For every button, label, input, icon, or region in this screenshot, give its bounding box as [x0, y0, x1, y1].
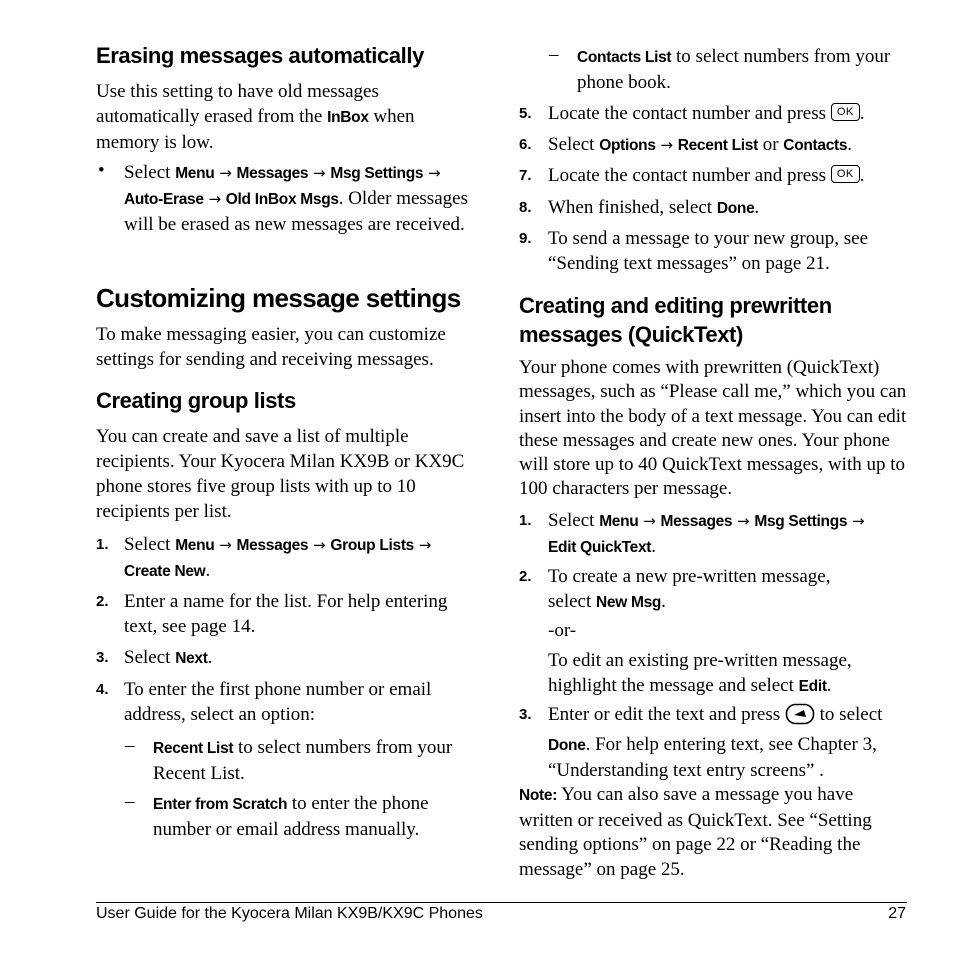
quick-step-1-number: 1. [519, 512, 532, 529]
step-9-text: To send a message to your new group, see “Sending text messages” on page 21. [548, 228, 869, 274]
quick-step-1-text: Select Menu → Messages → Msg Settings → Edit QuickText. [548, 510, 865, 557]
page-number: 27 [888, 905, 906, 922]
ok-key-icon: OK [831, 165, 860, 183]
quick-step-2-number: 2. [519, 568, 532, 585]
dash-icon: – [549, 44, 559, 65]
footer-divider [96, 902, 907, 903]
step-5-number: 5. [519, 105, 532, 122]
quick-step-3-number: 3. [519, 706, 532, 723]
quicktext-heading: Creating and editing prewritten messages (QuickText) [519, 293, 832, 347]
quick-step-2-edit-text: To edit an existing pre-written message, highlight the message and select Edit. [548, 650, 852, 696]
step-7-text: Locate the contact number and press OK . [548, 165, 865, 186]
group-lists-body: You can create and save a list of multiple recipients. Your Kyocera Milan KX9B or KX9C phone stores five group lists with up to 10 recipients per list. [96, 426, 465, 522]
or-separator: -or- [548, 620, 577, 641]
bullet-icon: • [98, 160, 105, 181]
customizing-heading: Customizing message settings [96, 283, 461, 313]
step-9-number: 9. [519, 230, 532, 247]
dash-icon: – [125, 791, 135, 812]
step-1-number: 1. [96, 536, 109, 553]
step-4-number: 4. [96, 681, 109, 698]
step-3-text: Select Next. [124, 647, 213, 668]
step-3-number: 3. [96, 649, 109, 666]
step-2-text: Enter a name for the list. For help entering text, see page 14. [124, 591, 448, 637]
erasing-body: Use this setting to have old messages automatically erased from the InBox when memory is low. [96, 81, 415, 153]
step-1-text: Select Menu → Messages → Group Lists → Create New. [124, 534, 432, 581]
erasing-heading: Erasing messages automatically [96, 43, 424, 68]
step-8-number: 8. [519, 199, 532, 216]
dash-icon: – [125, 735, 135, 756]
erase-instruction: Select Menu → Messages → Msg Settings → Auto-Erase → Old InBox Msgs. Older messages will be erased as new messages are received. [124, 162, 468, 235]
step-5-text: Locate the contact number and press OK . [548, 103, 865, 124]
option-recent-list: Recent List to select numbers from your Recent List. [153, 737, 453, 784]
group-lists-heading: Creating group lists [96, 388, 296, 413]
footer-title: User Guide for the Kyocera Milan KX9B/KX9C Phones [96, 905, 483, 922]
note-paragraph: Note: You can also save a message you have written or received as QuickText. See “Setting sending options” on page 22 or “Reading the message” on page 25. [519, 784, 872, 880]
left-softkey-icon [785, 703, 815, 732]
quick-step-2-text: To create a new pre-written message, select New Msg. [548, 566, 831, 612]
step-6-text: Select Options → Recent List or Contacts. [548, 134, 852, 155]
step-6-number: 6. [519, 136, 532, 153]
step-8-text: When finished, select Done. [548, 197, 760, 218]
step-7-number: 7. [519, 167, 532, 184]
customizing-body: To make messaging easier, you can customize settings for sending and receiving messages. [96, 324, 446, 370]
quicktext-body: Your phone comes with prewritten (QuickText) messages, such as “Please call me,” which you can insert into the body of a text message. You can edit these messages and create new ones. Your phone will store up to 40 QuickText messages, with up to 100 characters per message. [519, 357, 907, 500]
option-enter-from-scratch: Enter from Scratch to enter the phone number or email address manually. [153, 793, 429, 840]
step-4-text: To enter the first phone number or email address, select an option: [124, 679, 432, 725]
ok-key-icon: OK [831, 103, 860, 121]
quick-step-3-text: Enter or edit the text and press to select Done. For help entering text, see Chapter 3, “Understanding text entry screens” . [548, 704, 883, 781]
option-contacts-list: Contacts List to select numbers from your phone book. [577, 46, 891, 93]
step-2-number: 2. [96, 593, 109, 610]
